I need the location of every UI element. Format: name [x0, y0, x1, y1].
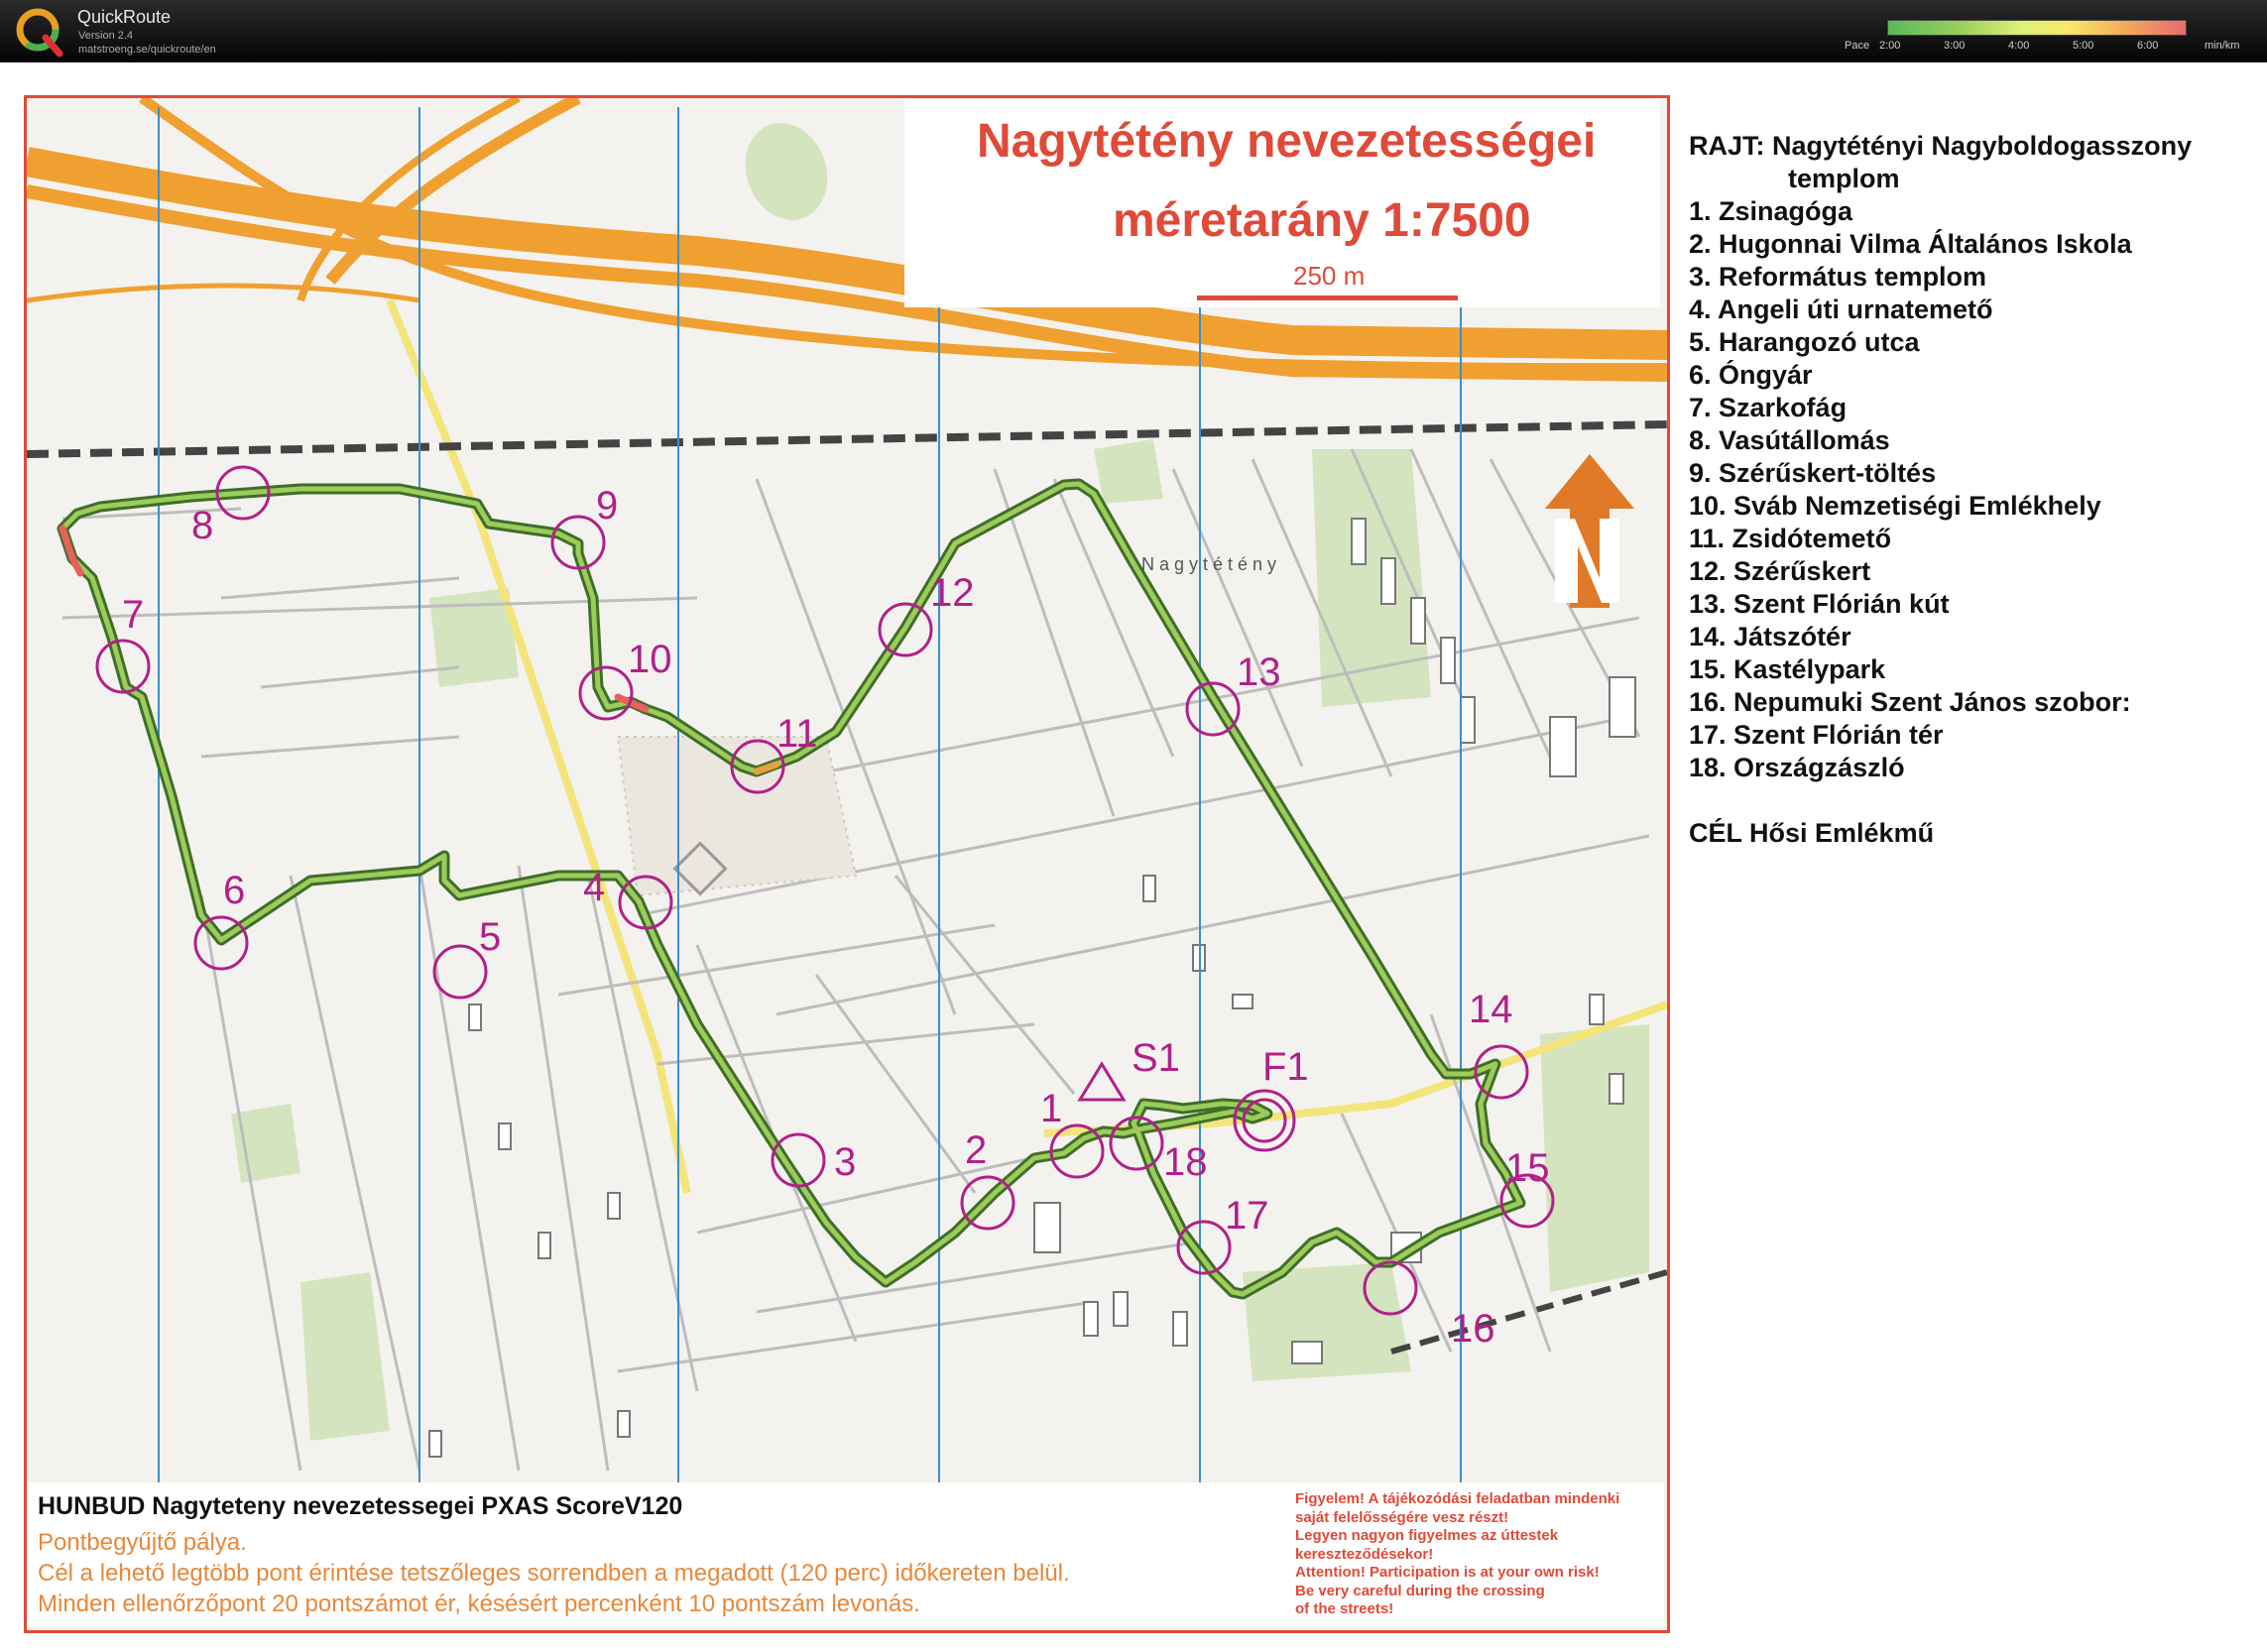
legend-item: 17. Szent Flórián tér — [1689, 720, 1944, 750]
warning-line: Attention! Participation is at your own risk! — [1295, 1564, 1600, 1581]
pace-tick: 3:00 — [1944, 40, 1966, 52]
control-label: 2 — [965, 1128, 988, 1172]
control-label: 13 — [1237, 650, 1281, 694]
north-arrow-icon — [1545, 454, 1634, 608]
control-label: 3 — [834, 1140, 857, 1184]
place-label: Nagytétény — [1141, 554, 1282, 574]
app-header — [0, 0, 2267, 62]
warning-line: of the streets! — [1295, 1600, 1394, 1617]
quickroute-logo-icon — [14, 6, 65, 58]
control-label: F1 — [1262, 1045, 1309, 1089]
control-label: 8 — [191, 504, 214, 547]
legend-item: 13. Szent Flórián kút — [1689, 589, 1950, 619]
control-label: 12 — [930, 571, 975, 615]
control-label: 16 — [1451, 1307, 1495, 1351]
legend-start: RAJT: Nagytétényi Nagyboldogasszony — [1689, 131, 2193, 161]
course-desc-line: Cél a lehető legtöbb pont érintése tetszőleges sorrendben a megadott (120 perc) időkereten belül. — [38, 1560, 1070, 1587]
legend-item: 5. Harangozó utca — [1689, 327, 1920, 357]
app-version: Version 2.4 — [78, 30, 134, 42]
control-label: 5 — [479, 915, 502, 959]
legend-item: 8. Vasútállomás — [1689, 425, 1890, 455]
pace-tick: 2:00 — [1879, 40, 1901, 52]
map-title: Nagytétény nevezetességei — [977, 115, 1597, 168]
control-label: 11 — [776, 712, 818, 756]
control-label: 1 — [1040, 1087, 1063, 1130]
app-url[interactable]: matstroeng.se/quickroute/en — [78, 44, 216, 56]
warning-line: kereszteződésekor! — [1295, 1545, 1434, 1563]
pace-color-bar — [1887, 20, 2187, 36]
control-label: 6 — [223, 869, 246, 912]
legend-item: 11. Zsidótemető — [1689, 524, 1892, 553]
safety-warning — [1295, 1490, 1662, 1619]
control-label: 9 — [596, 484, 619, 528]
railway — [27, 424, 1667, 1352]
control-label: 4 — [583, 866, 606, 909]
pace-tick: 6:00 — [2137, 40, 2159, 52]
control-label: 15 — [1505, 1146, 1550, 1190]
orienteering-map[interactable] — [24, 95, 1670, 1633]
pace-tick: 4:00 — [2008, 40, 2030, 52]
warning-line: Figyelem! A tájékozódási feladatban mindenki — [1295, 1490, 1620, 1507]
control-label: 7 — [122, 593, 145, 637]
course-desc-line: Minden ellenőrzőpont 20 pontszámot ér, késésért percenként 10 pontszám levonás. — [38, 1591, 920, 1617]
warning-line: Legyen nagyon figyelmes az úttestek — [1295, 1527, 1559, 1544]
control-label: 18 — [1163, 1140, 1208, 1184]
scale-bar-label: 250 m — [1293, 261, 1366, 291]
legend-item: 6. Óngyár — [1689, 360, 1813, 390]
legend-item: 12. Szérűskert — [1689, 556, 1871, 586]
control-label: S1 — [1132, 1036, 1180, 1080]
pace-unit: min/km — [2205, 40, 2240, 52]
pace-label: Pace — [1845, 40, 1870, 52]
warning-line: saját felelősségére vesz részt! — [1295, 1508, 1509, 1526]
control-label: 14 — [1469, 988, 1513, 1031]
legend-finish: CÉL Hősi Emlékmű — [1689, 818, 1935, 848]
legend-item: 4. Angeli úti urnatemető — [1689, 295, 1993, 324]
map-drawing — [27, 98, 1667, 1630]
legend-item: 7. Szarkofág — [1689, 393, 1848, 422]
legend-item: 10. Sváb Nemzetiségi Emlékhely — [1689, 491, 2101, 521]
course-name: HUNBUD Nagyteteny nevezetessegei PXAS ScoreV120 — [38, 1492, 683, 1520]
start-triangle — [1080, 1064, 1124, 1100]
legend-item: 15. Kastélypark — [1689, 654, 1886, 684]
scale-bar — [1197, 295, 1458, 300]
pace-legend — [1840, 14, 2256, 54]
legend-item: 14. Játszótér — [1689, 622, 1851, 651]
legend-item: 3. Református templom — [1689, 262, 1987, 292]
course-desc-line: Pontbegyűjtő pálya. — [38, 1529, 247, 1556]
pace-tick: 5:00 — [2073, 40, 2094, 52]
legend-item: 2. Hugonnai Vilma Általános Iskola — [1689, 229, 2132, 259]
control-label: 17 — [1225, 1194, 1269, 1238]
legend-item: 16. Nepumuki Szent János szobor: — [1689, 687, 2131, 717]
map-scale-title: méretarány 1:7500 — [1113, 194, 1531, 247]
legend-item: 18. Országzászló — [1689, 753, 1905, 782]
legend-item: 1. Zsinagóga — [1689, 196, 1853, 226]
legend-start-cont: templom — [1788, 164, 1900, 193]
control-label: 10 — [628, 638, 672, 681]
warning-line: Be very careful during the crossing — [1295, 1582, 1545, 1599]
legend-item: 9. Szérűskert-töltés — [1689, 458, 1937, 488]
app-name: QuickRoute — [77, 7, 172, 27]
